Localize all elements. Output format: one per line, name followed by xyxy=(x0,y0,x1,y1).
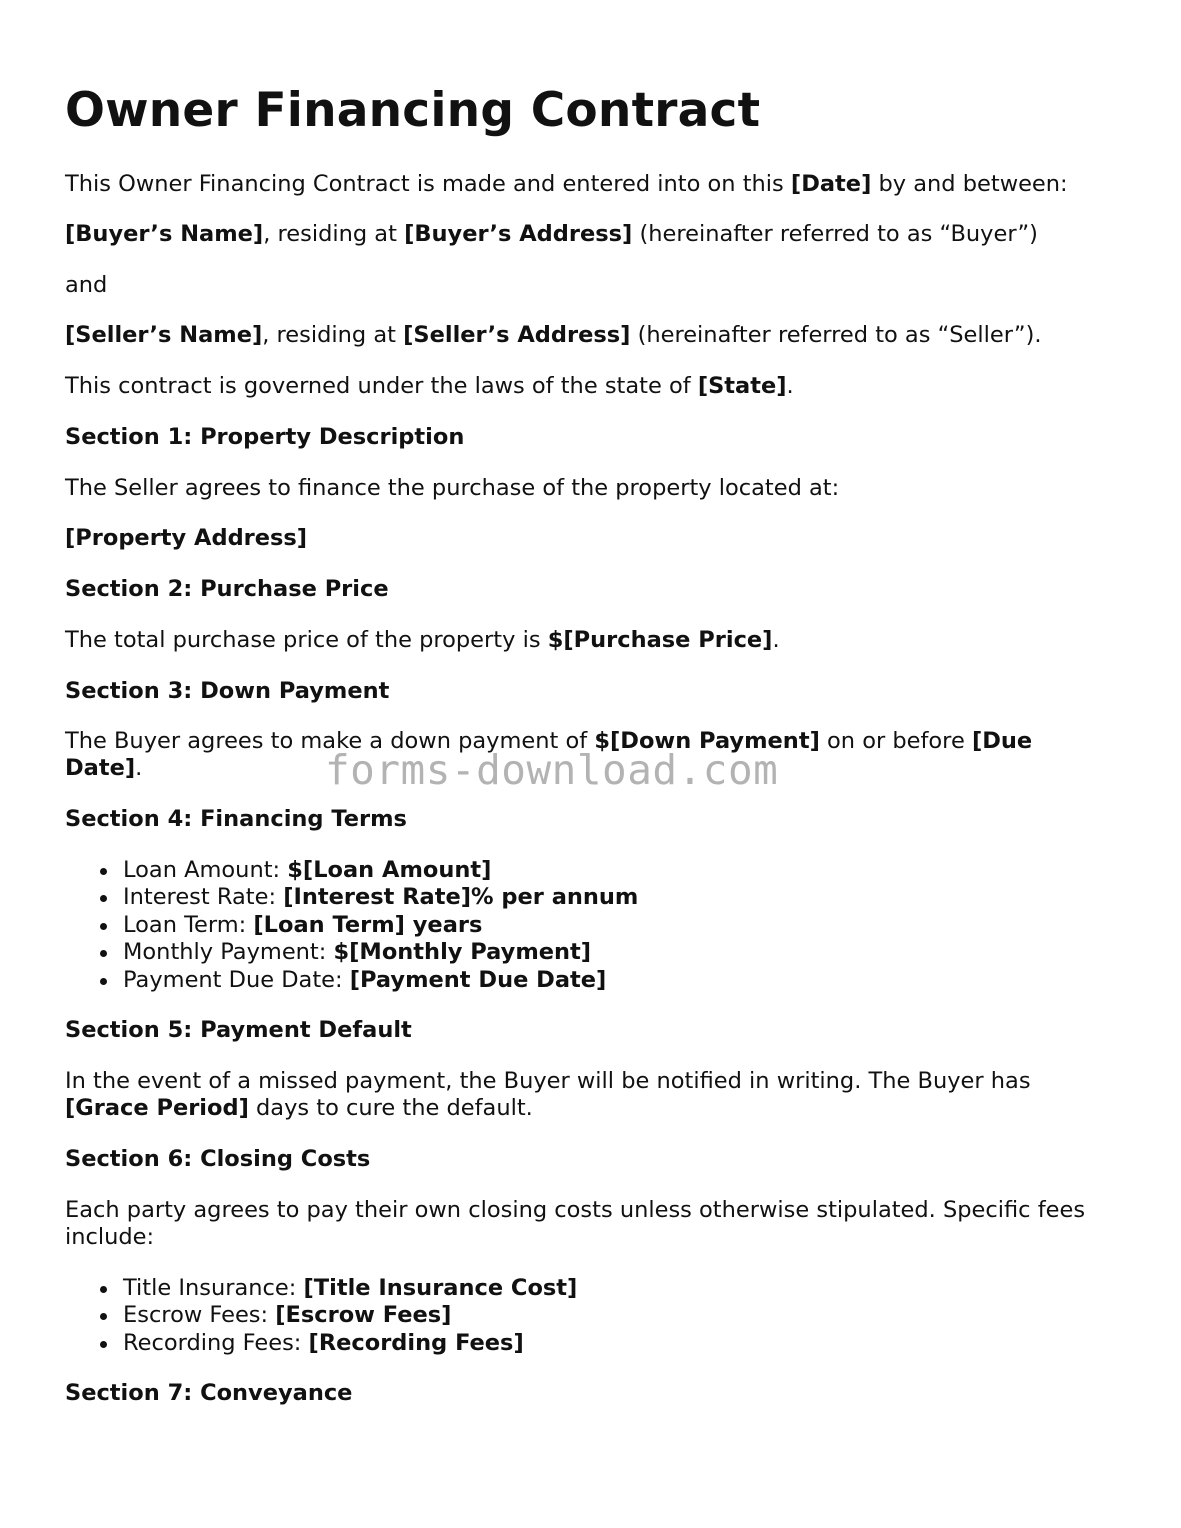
list-item xyxy=(123,884,638,911)
term-value: [Payment Due Date] xyxy=(349,966,607,993)
purchase-price-placeholder: $[Purchase Price] xyxy=(547,627,773,653)
list-item xyxy=(123,1275,577,1302)
financing-terms-list xyxy=(65,857,638,994)
section-5-heading xyxy=(65,1017,412,1044)
list-item xyxy=(123,939,638,966)
watermark: forms-download.com xyxy=(325,746,779,794)
state-placeholder: [State] xyxy=(697,373,787,399)
term-value: [Loan Term] years xyxy=(253,911,483,938)
governing-law xyxy=(65,373,794,400)
residing-at-text: , residing at xyxy=(263,221,405,247)
section-7-heading xyxy=(65,1380,352,1407)
fee-label: Title Insurance: xyxy=(123,1275,304,1301)
section-4-heading xyxy=(65,806,407,833)
section-6-text: Each party agrees to pay their own closing costs unless otherwise stipulated. Specific fees include: xyxy=(65,1197,1086,1250)
due-date-placeholder: [Due Date] xyxy=(65,728,1033,781)
fee-value: [Title Insurance Cost] xyxy=(303,1275,578,1301)
on-or-before-text: on or before xyxy=(819,728,972,754)
closing-costs-list xyxy=(65,1275,577,1357)
term-value: [Interest Rate]% per annum xyxy=(283,884,639,911)
section-1-heading xyxy=(65,424,464,451)
section-2-text xyxy=(65,627,780,654)
seller-reference-text: (hereinafter referred to as “Seller”). xyxy=(630,322,1042,348)
default-text: In the event of a missed payment, the Buyer will be notified in writing. The Buyer has xyxy=(65,1068,1031,1094)
term-value: $[Monthly Payment] xyxy=(333,939,592,966)
down-payment-text: The Buyer agrees to make a down payment of xyxy=(65,728,595,754)
intro-text: This Owner Financing Contract is made and entered into on this xyxy=(65,171,791,197)
seller-party xyxy=(65,322,1042,349)
list-item xyxy=(123,857,638,884)
section-6-heading xyxy=(65,1146,370,1173)
residing-at-text: , residing at xyxy=(262,322,404,348)
fee-value: [Recording Fees] xyxy=(308,1329,524,1356)
section-3-heading xyxy=(65,678,389,705)
section-1-text: The Seller agrees to finance the purchase of the property located at: xyxy=(65,475,840,501)
section-2-heading-text: Section 2: Purchase Price xyxy=(65,576,389,602)
section-5-text xyxy=(65,1068,1115,1122)
buyer-party xyxy=(65,221,1038,248)
list-item xyxy=(123,1330,577,1357)
property-address xyxy=(65,525,307,552)
buyer-reference-text: (hereinafter referred to as “Buyer”) xyxy=(632,221,1038,247)
term-label: Loan Amount: xyxy=(123,857,288,883)
list-item xyxy=(123,967,638,994)
purchase-price-text: The total purchase price of the property is xyxy=(65,627,548,653)
intro-paragraph xyxy=(65,171,1068,198)
period: . xyxy=(786,373,794,399)
period: . xyxy=(135,755,143,781)
section-2-heading xyxy=(65,576,389,603)
list-item xyxy=(123,1302,577,1329)
list-item xyxy=(123,912,638,939)
term-value: $[Loan Amount] xyxy=(287,857,492,883)
down-payment-placeholder: $[Down Payment] xyxy=(594,728,820,754)
property-address-placeholder: [Property Address] xyxy=(65,525,308,551)
term-label: Payment Due Date: xyxy=(123,966,350,993)
default-text-end: days to cure the default. xyxy=(248,1095,533,1121)
fee-label: Recording Fees: xyxy=(123,1329,309,1356)
seller-name-placeholder: [Seller’s Name] xyxy=(65,322,263,348)
seller-address-placeholder: [Seller’s Address] xyxy=(403,322,631,348)
section-3-heading-text: Section 3: Down Payment xyxy=(65,678,390,704)
fee-value: [Escrow Fees] xyxy=(275,1302,452,1329)
governing-law-text: This contract is governed under the laws of the state of xyxy=(65,373,698,399)
section-5-heading-text: Section 5: Payment Default xyxy=(65,1017,412,1043)
document-title: Owner Financing Contract xyxy=(65,83,761,138)
intro-text-end: by and between: xyxy=(871,171,1068,197)
term-label: Interest Rate: xyxy=(123,884,284,911)
buyer-name-placeholder: [Buyer’s Name] xyxy=(65,221,264,247)
date-placeholder: [Date] xyxy=(790,171,872,197)
section-4-heading-text: Section 4: Financing Terms xyxy=(65,806,407,832)
term-label: Monthly Payment: xyxy=(123,939,334,966)
section-7-heading-text: Section 7: Conveyance xyxy=(65,1380,353,1406)
period: . xyxy=(772,627,780,653)
grace-period-placeholder: [Grace Period] xyxy=(65,1095,249,1121)
buyer-address-placeholder: [Buyer’s Address] xyxy=(404,221,633,247)
fee-label: Escrow Fees: xyxy=(123,1302,276,1329)
and-text: and xyxy=(65,272,108,298)
term-label: Loan Term: xyxy=(123,911,254,938)
section-6-heading-text: Section 6: Closing Costs xyxy=(65,1146,371,1172)
section-1-heading-text: Section 1: Property Description xyxy=(65,424,465,450)
